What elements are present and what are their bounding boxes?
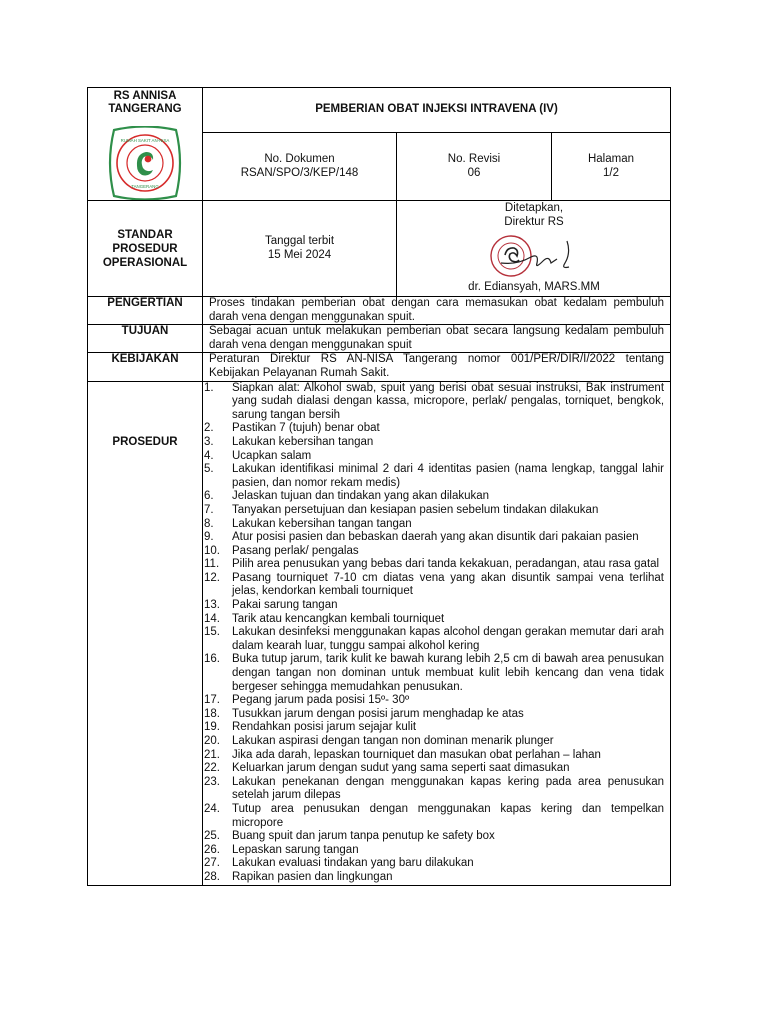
step-text: Pilih area penusukan yang bebas dari tanda kekakuan, peradangan, atau rasa gatal <box>232 558 660 571</box>
doc-number-value: RSAN/SPO/3/KEP/148 <box>240 166 359 179</box>
step-text: Pastikan 7 (tujuh) benar obat <box>232 422 380 435</box>
step-text: Siapkan alat: Alkohol swab, spuit yang berisi obat sesuai instruksi, Bak instrument yang sudah dialasi dengan kassa, micropore, perlak/ pengalas, torniquet, bengkok, sarung tangan bersih <box>232 381 665 421</box>
kebijakan-label: KEBIJAKAN <box>88 353 203 381</box>
step-text: Pasang tourniquet 7-10 cm diatas vena yang akan disuntik sampai vena terlihat jelas, kendorkan kembali tourniquet <box>232 571 665 598</box>
step-number: 26. <box>204 843 220 856</box>
procedure-step <box>203 857 664 871</box>
step-number: 23. <box>204 775 220 788</box>
hospital-cell <box>88 88 203 201</box>
approved-role: Direktur RS <box>504 215 564 228</box>
pengertian-text: Proses tindakan pemberian obat dengan cara memasukan obat kedalam pembuluh darah vena dengan menggunakan spuit. <box>203 297 671 325</box>
doc-number-cell <box>203 133 397 201</box>
sop-label: STANDAR PROSEDUR OPERASIONAL <box>88 201 203 297</box>
step-number: 28. <box>204 870 220 883</box>
procedure-step <box>203 450 664 464</box>
step-number: 18. <box>204 707 220 720</box>
step-text: Lakukan aspirasi dengan tangan non dominan menarik plunger <box>232 735 554 747</box>
doc-number-label: No. Dokumen <box>264 153 335 165</box>
approval-cell <box>397 201 671 297</box>
step-number: 25. <box>204 830 220 843</box>
issue-date: 15 Mei 2024 <box>267 248 332 261</box>
step-text: Lakukan kebersihan tangan <box>232 435 374 448</box>
procedure-step <box>203 721 664 735</box>
step-number: 12. <box>204 571 220 584</box>
step-text: Rapikan pasien dan lingkungan <box>232 870 393 883</box>
step-number: 22. <box>204 762 220 775</box>
signature-stamp-icon <box>487 233 579 279</box>
step-number: 19. <box>204 721 220 734</box>
step-text: Jelaskan tujuan dan tindakan yang akan dilakukan <box>232 490 490 503</box>
procedure-step <box>203 830 664 844</box>
step-number: 4. <box>204 449 214 462</box>
procedure-step <box>203 463 664 490</box>
hospital-logo-icon <box>106 126 184 200</box>
step-number: 27. <box>204 857 220 870</box>
procedure-step <box>203 613 664 627</box>
procedure-step <box>203 558 664 572</box>
procedure-step <box>203 382 664 423</box>
step-text: Tarik atau kencangkan kembali tourniquet <box>232 612 445 625</box>
step-text: Lepaskan sarung tangan <box>232 843 359 856</box>
step-number: 14. <box>204 612 220 625</box>
prosedur-label: PROSEDUR <box>88 381 203 885</box>
procedure-step <box>203 518 664 532</box>
step-number: 15. <box>204 626 220 639</box>
procedure-step <box>203 694 664 708</box>
procedure-step <box>203 545 664 559</box>
procedure-step <box>203 436 664 450</box>
revision-label: No. Revisi <box>447 153 501 165</box>
step-number: 10. <box>204 544 220 557</box>
approver-name: dr. Ediansyah, MARS.MM <box>468 281 600 294</box>
page-label: Halaman <box>587 153 635 165</box>
procedure-step <box>203 749 664 763</box>
tujuan-label: TUJUAN <box>88 325 203 353</box>
tujuan-text: Sebagai acuan untuk melakukan pemberian obat secara langsung kedalam pembuluh darah vena dengan menggunakan spuit <box>203 325 671 353</box>
step-number: 24. <box>204 802 220 815</box>
step-number: 11. <box>204 558 220 571</box>
step-text: Pakai sarung tangan <box>232 599 338 612</box>
step-text: Tutup area penusukan dengan menggunakan kapas kering dan tempelkan micropore <box>232 802 665 829</box>
procedure-step <box>203 708 664 722</box>
prosedur-steps <box>203 382 670 885</box>
prosedur-steps-cell <box>203 381 671 885</box>
revision-cell <box>397 133 552 201</box>
step-text: Tanyakan persetujuan dan kesiapan pasien sebelum tindakan dilakukan <box>232 503 599 516</box>
issue-label: Tanggal terbit <box>264 234 335 247</box>
step-number: 3. <box>204 435 214 448</box>
procedure-step <box>203 762 664 776</box>
step-number: 2. <box>204 422 214 435</box>
step-text: Ucapkan salam <box>232 449 312 462</box>
revision-value: 06 <box>467 166 481 179</box>
procedure-step <box>203 776 664 803</box>
step-text: Atur posisi pasien dan bebaskan daerah yang akan disuntik dari pakaian pasien <box>232 531 639 544</box>
hospital-name: RS ANNISA TANGERANG <box>108 90 182 115</box>
kebijakan-text: Peraturan Direktur RS AN-NISA Tangerang nomor 001/PER/DIR/I/2022 tentang Kebijakan Pelayanan Rumah Sakit. <box>203 353 671 381</box>
step-number: 20. <box>204 735 220 747</box>
step-text: Lakukan kebersihan tangan tangan <box>232 517 412 530</box>
procedure-step <box>203 504 664 518</box>
procedure-step <box>203 422 664 436</box>
procedure-step <box>203 653 664 694</box>
step-number: 16. <box>204 653 220 666</box>
step-text: Lakukan evaluasi tindakan yang baru dilakukan <box>232 857 474 870</box>
sop-table <box>87 87 671 886</box>
step-number: 5. <box>204 463 214 476</box>
step-text: Pasang perlak/ pengalas <box>232 544 359 557</box>
procedure-step <box>203 531 664 545</box>
procedure-step <box>203 626 664 653</box>
procedure-step <box>203 803 664 830</box>
page-value: 1/2 <box>603 166 619 179</box>
step-text: Jika ada darah, lepaskan tourniquet dan masukan obat perlahan – lahan <box>232 748 601 761</box>
issue-date-cell <box>203 201 397 297</box>
page-cell <box>552 133 671 201</box>
pengertian-label: PENGERTIAN <box>88 297 203 325</box>
step-number: 13. <box>204 599 220 612</box>
step-text: Buka tutup jarum, tarik kulit ke bawah kurang lebih 2,5 cm di bawah area penusukan dengan tangan non dominan untuk membuat kulit lebih kencang dan vena tidak bergeser sehingga memudahkan penusukan. <box>232 653 665 693</box>
logo-text-top: RUMAH SAKIT AN-NISA <box>120 138 170 143</box>
step-text: Buang spuit dan jarum tanpa penutup ke safety box <box>232 830 495 843</box>
approved-label: Ditetapkan, <box>504 202 564 214</box>
step-text: Lakukan penekanan dengan menggunakan kapas kering pada area penusukan setelah jarum dilepas <box>232 775 665 802</box>
step-text: Pegang jarum pada posisi 15º- 30º <box>232 694 410 707</box>
step-number: 21. <box>204 748 220 761</box>
step-number: 9. <box>204 531 214 544</box>
procedure-step <box>203 871 664 885</box>
procedure-step <box>203 490 664 504</box>
document-title: PEMBERIAN OBAT INJEKSI INTRAVENA (IV) <box>203 88 671 133</box>
step-number: 8. <box>204 517 214 530</box>
step-text: Lakukan desinfeksi menggunakan kapas alcohol dengan gerakan memutar dari arah dalam kearah luar, tunggu sampai alkohol kering <box>232 626 665 652</box>
step-number: 6. <box>204 490 214 503</box>
step-number: 7. <box>204 503 214 516</box>
step-number: 17. <box>204 694 220 707</box>
procedure-step <box>203 735 664 749</box>
step-text: Keluarkan jarum dengan sudut yang sama seperti saat dimasukan <box>232 762 570 775</box>
logo-text-bottom: TANGERANG <box>131 184 159 189</box>
procedure-step <box>203 599 664 613</box>
procedure-step <box>203 572 664 599</box>
step-text: Lakukan identifikasi minimal 2 dari 4 identitas pasien (nama lengkap, tanggal lahir pasien, dan nomor rekam medis) <box>232 463 665 489</box>
procedure-step <box>203 844 664 858</box>
step-number: 1. <box>204 381 214 394</box>
step-text: Rendahkan posisi jarum sejajar kulit <box>232 721 417 734</box>
step-text: Tusukkan jarum dengan posisi jarum menghadap ke atas <box>232 707 524 720</box>
